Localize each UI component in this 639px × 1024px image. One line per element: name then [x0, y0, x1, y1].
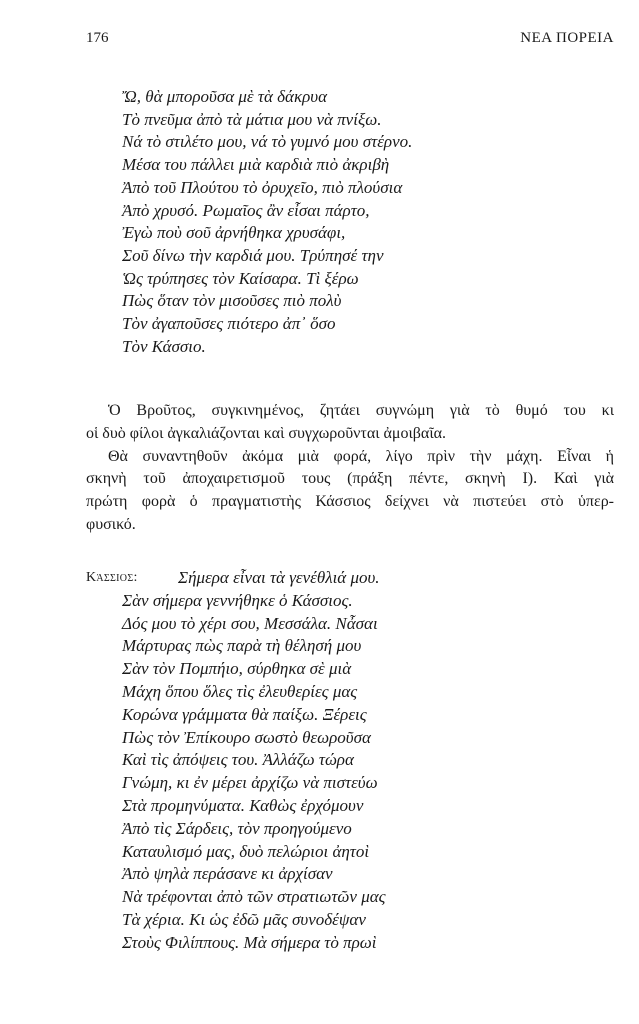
verse-line: Σὰν σήμερα γεννήθηκε ὁ Κάσσιος.: [122, 590, 353, 610]
verse-line: Γνώμη, κι ἐν μέρει ἀρχίζω νὰ πιστεύω: [122, 773, 378, 793]
verse-line: Πὼς ὅταν τὸν μισοῦσες πιὸ πολὺ: [122, 291, 342, 311]
verse-line: Ἀπὸ τοῦ Πλούτου τὸ ὀρυχεῖο, πιὸ πλούσια: [122, 177, 403, 197]
prose-line: φυσικό.: [86, 515, 136, 533]
prose-line: Ὁ Βροῦτος, συγκινημένος, ζητάει συγνώμη γιὰ τὸ θυμό του κι: [108, 402, 614, 419]
running-title: ΝΕΑ ΠΟΡΕΙΑ: [520, 30, 614, 46]
verse-line: Πὼς τὸν Ἐπίκουρο σωστὸ θεωροῦσα: [122, 727, 371, 747]
verse-block-cassius: [86, 567, 386, 955]
verse-line: Στοὺς Φιλίππους. Μὰ σήμερα τὸ πρωὶ: [122, 932, 377, 952]
verse-line: Ἀπὸ χρυσό. Ρωμαῖος ἂν εἶσαι πάρτο,: [122, 200, 370, 220]
verse-line: Ὤ, θὰ μποροῦσα μὲ τὰ δάκρυα: [122, 87, 327, 106]
verse-line: Σήμερα εἶναι τὰ γενέθλιά μου.: [178, 568, 380, 587]
verse-line: Νὰ τρέφονται ἀπὸ τῶν στρατιωτῶν μας: [122, 887, 386, 907]
verse-line: Μάρτυρας πὼς παρὰ τὴ θέλησή μου: [122, 636, 362, 656]
verse-line: Κορώνα γράμματα θὰ παίξω. Ξέρεις: [122, 704, 367, 724]
verse-line: Τὸν Κάσσιο.: [122, 336, 206, 356]
prose-line: Θὰ συναντηθοῦν ἀκόμα μιὰ φορά, λίγο πρὶν τὴν μάχη. Εἶναι ἡ: [108, 447, 614, 465]
prose-line: σκηνὴ τοῦ ἀποχαιρετισμοῦ τους (πράξη πέντε, σκηνὴ Ι). Καὶ γιὰ: [86, 470, 614, 488]
verse-line: Τὸ πνεῦμα ἀπὸ τὰ μάτια μου νὰ πνίξω.: [122, 109, 382, 129]
verse-line: Σοῦ δίνω τὴν καρδιά μου. Τρύπησέ την: [122, 245, 384, 265]
verse-line: Ἀπὸ ψηλὰ περάσανε κι ἀρχίσαν: [122, 864, 333, 884]
verse-line: Καταυλισμό μας, δυὸ πελώριοι ἀητοὶ: [122, 841, 370, 861]
verse-line: Δός μου τὸ χέρι σου, Μεσσάλα. Νἆσαι: [122, 613, 378, 633]
page-header: [86, 30, 614, 47]
page-number: 176: [86, 30, 109, 46]
verse-line: Ἀπὸ τὶς Σάρδεις, τὸν προηγούμενο: [122, 818, 352, 838]
verse-line: Καὶ τὶς ἀπόψεις του. Ἀλλάζω τώρα: [122, 750, 354, 770]
speaker-name: Κάσσιος:: [86, 570, 138, 585]
verse-line: Ἐγὼ ποὺ σοῦ ἀρνήθηκα χρυσάφι,: [122, 223, 346, 243]
verse-line: Ὡς τρύπησες τὸν Καίσαρα. Τὶ ξέρω: [122, 268, 359, 288]
verse-line: Στὰ προμηνύματα. Καθὼς ἐρχόμουν: [122, 795, 364, 815]
verse-line: Τὸν ἀγαποῦσες πιότερο ἀπ᾿ ὅσο: [122, 314, 336, 334]
prose-line: πρώτη φορὰ ὁ πραγματιστὴς Κάσσιος δείχνει νὰ πιστεύει στὸ ὑπερ-: [86, 493, 614, 511]
verse-line: Μάχη ὅπου ὅλες τὶς ἐλευθερίες μας: [122, 681, 358, 701]
verse-line: Σὰν τὸν Πομπήιο, σύρθηκα σὲ μιὰ: [122, 659, 352, 679]
verse-line: Νά τὸ στιλέτο μου, νά τὸ γυμνό μου στέρνο.: [122, 132, 413, 152]
verse-line: Μέσα του πάλλει μιὰ καρδιὰ πιὸ ἀκριβὴ: [122, 155, 390, 175]
verse-line: Τὰ χέρια. Κι ὡς ἐδῶ μᾶς συνοδέψαν: [122, 909, 366, 929]
prose-paragraph: [86, 400, 614, 537]
verse-first-line: [86, 567, 386, 590]
verse-block-brutus: [122, 86, 412, 358]
prose-line: οἱ δυὸ φίλοι ἀγκαλιάζονται καὶ συγχωροῦνται ἀμοιβαῖα.: [86, 424, 446, 442]
